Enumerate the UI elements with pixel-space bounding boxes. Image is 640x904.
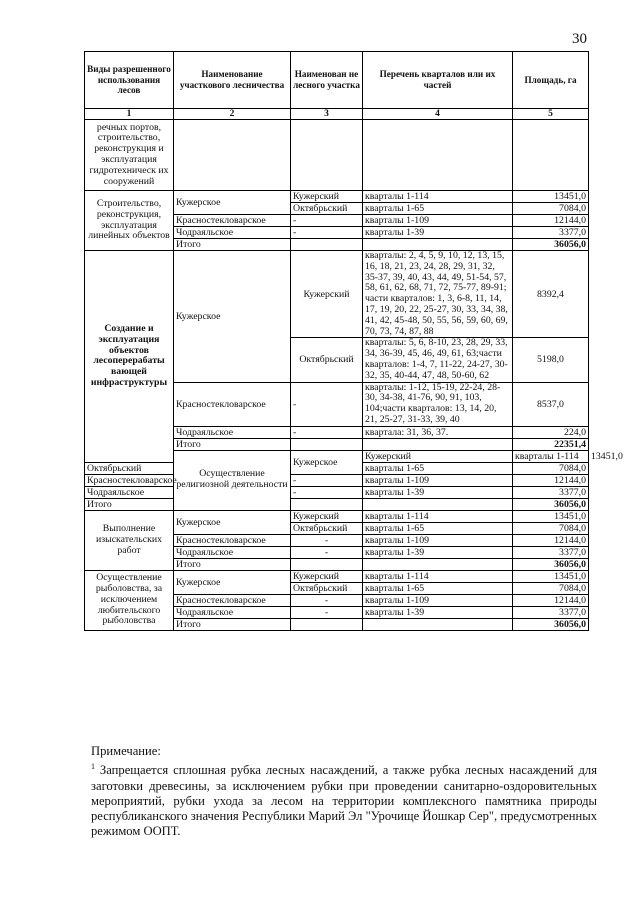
plot-name: - — [291, 382, 363, 426]
header-area: Площадь, га — [513, 52, 589, 109]
note-body: Запрещается сплошная рубка лесных насаждений, а также рубка лесных насаждений для заготовки древесины, за исключением рубки при проведении санитарно-оздоровительных мероприятий, рубки ухода за лесом на территории комплексного памятника природы республиканского значения Республики Марий Эл "Урочище Йошкар Сер", предусмотренных режимом ООПТ. — [91, 763, 597, 839]
header-plot: Наименован не лесного участка — [291, 52, 363, 109]
plot-name: Октябрьский — [291, 338, 363, 382]
quarters: кварталы: 1-12, 15-19, 22-24, 28-30, 34-38, 41-76, 90, 91, 103, 104;части кварталов: 13, 14, 20, 21, 25-27, 31-33, 39, 40 — [363, 382, 513, 426]
total-value: 36056,0 — [513, 558, 589, 570]
plot-name: - — [291, 606, 363, 618]
forestry-name: Чодраяльское — [85, 486, 174, 498]
forestry-name: Красностекловарское — [174, 215, 291, 227]
col-number: 2 — [174, 109, 291, 120]
total-label: Итого — [85, 498, 174, 510]
quarters: кварталы 1-65 — [363, 522, 513, 534]
header-use-types: Виды разрешенного использования лесов — [85, 52, 174, 109]
use-type: Создание и эксплуатация объектов лесоперерабаты вающей инфраструктуры — [85, 251, 174, 463]
area-value: 7084,0 — [513, 522, 589, 534]
footnote-marker: 1 — [91, 762, 95, 772]
quarters: кварталы 1-65 — [363, 462, 513, 474]
plot-name: - — [291, 546, 363, 558]
area-value: 13451,0 — [513, 570, 589, 582]
forestry-name: Красностекловарское — [174, 534, 291, 546]
area-value: 3377,0 — [513, 606, 589, 618]
column-number-row — [85, 109, 589, 120]
table-row — [85, 570, 589, 582]
use-type-continuation: речных портов, строительство, реконструкция и эксплуатация гидротехническ их сооружений — [85, 120, 174, 191]
area-value: 3377,0 — [513, 546, 589, 558]
quarters: кварталы 1-39 — [363, 486, 513, 498]
plot-name: Октябрьский — [291, 522, 363, 534]
table-row — [85, 510, 589, 522]
forestry-name: Чодраяльское — [174, 606, 291, 618]
col-number: 1 — [85, 109, 174, 120]
table-row — [85, 191, 589, 203]
plot-name: Кужерский — [291, 510, 363, 522]
quarters: квартала: 31, 36, 37. — [363, 426, 513, 438]
plot-name: - — [291, 534, 363, 546]
col-number: 4 — [363, 109, 513, 120]
plot-name: - — [291, 227, 363, 239]
quarters: кварталы 1-109 — [363, 474, 513, 486]
area-value: 3377,0 — [513, 486, 589, 498]
area-value: 12144,0 — [513, 594, 589, 606]
plot-name: Октябрьский — [291, 203, 363, 215]
forestry-name: Кужерское — [174, 510, 291, 534]
quarters: кварталы 1-114 — [363, 191, 513, 203]
plot-name: Кужерский — [291, 570, 363, 582]
quarters: кварталы 1-39 — [363, 227, 513, 239]
plot-name: - — [291, 215, 363, 227]
forest-use-table — [84, 51, 623, 631]
forestry-name: Чодраяльское — [174, 546, 291, 558]
area-value: 13451,0 — [513, 510, 589, 522]
plot-name: Октябрьский — [291, 582, 363, 594]
total-value: 22351,4 — [513, 438, 589, 450]
area-value: 5198,0 — [513, 338, 589, 382]
quarters: кварталы 1-39 — [363, 606, 513, 618]
area-value: 12144,0 — [513, 534, 589, 546]
area-value: 7084,0 — [513, 462, 589, 474]
total-value: 36056,0 — [513, 618, 589, 630]
table-row — [85, 120, 589, 191]
quarters: кварталы 1-65 — [363, 582, 513, 594]
area-value: 12144,0 — [513, 474, 589, 486]
area-value: 12144,0 — [513, 215, 589, 227]
plot-name: - — [291, 486, 363, 498]
quarters: кварталы 1-114 — [363, 510, 513, 522]
table-row: Осуществление религиозной деятельности Кужерское Кужерский кварталы 1-114 13451,0 — [85, 450, 589, 462]
table-row — [85, 251, 589, 338]
table-header-row — [85, 52, 589, 109]
area-value: 8392,4 — [513, 251, 589, 338]
quarters: кварталы: 5, 6, 8-10, 23, 28, 29, 33, 34, 36-39, 45, 46, 49, 61, 63;части кварталов: 1-4, 7, 11-22, 24-27, 30-32, 35, 40-44, 47, 48, 50-60, 62 — [363, 338, 513, 382]
plot-name: Октябрьский — [85, 462, 174, 474]
total-value: 36056,0 — [513, 498, 589, 510]
total-row — [85, 498, 589, 510]
area-value: 7084,0 — [513, 582, 589, 594]
total-label: Итого — [174, 239, 291, 251]
total-label: Итого — [174, 438, 291, 450]
forestry-name: Кужерское — [174, 570, 291, 594]
col-number: 5 — [513, 109, 589, 120]
note-title: Примечание: — [91, 744, 161, 758]
table-row — [85, 486, 589, 498]
quarters: кварталы 1-39 — [363, 546, 513, 558]
forestry-name: Красностекловарское — [174, 594, 291, 606]
header-quarters: Перечень кварталов или их частей — [363, 52, 513, 109]
quarters: кварталы: 2, 4, 5, 9, 10, 12, 13, 15, 16, 18, 21, 23, 24, 28, 29, 31, 32, 35-37, 39, 40, 43, 44, 49, 51-54, 57, 58, 61, 62, 68, 71, 72, 75-77, 89-91; части кварталов: 1, 3, 6-8, 11, 14, 17, 19, 20, 22, 25-27, 30, 33, 34, 38, 41, 42, 45-48, 50, 55, 56, 59, 60, 69, 70, 73, 74, 87, 88 — [363, 251, 513, 338]
total-label: Итого — [174, 558, 291, 570]
plot-name: - — [291, 426, 363, 438]
quarters: кварталы 1-114 — [513, 450, 589, 462]
header-forestry: Наименование участкового лесничества — [174, 52, 291, 109]
forestry-name: Красностекловарское — [85, 474, 174, 486]
area-value: 8537,0 — [513, 382, 589, 426]
note-text — [91, 759, 597, 839]
plot-name: - — [291, 594, 363, 606]
forestry-name: Чодраяльское — [174, 426, 291, 438]
plot-name: - — [291, 474, 363, 486]
use-type: Строительство, реконструкция, эксплуатация линейных объектов — [85, 191, 174, 251]
use-type: Выполнение изыскательских работ — [85, 510, 174, 570]
total-label: Итого — [174, 618, 291, 630]
area-value: 224,0 — [513, 426, 589, 438]
area-value: 13451,0 — [513, 191, 589, 203]
forestry-name: Кужерское — [291, 450, 363, 474]
forestry-name: Красностекловарское — [174, 382, 291, 426]
plot-name: Кужерский — [291, 251, 363, 338]
plot-name: Кужерский — [363, 450, 513, 462]
quarters: кварталы 1-65 — [363, 203, 513, 215]
area-value: 7084,0 — [513, 203, 589, 215]
total-value: 36056,0 — [513, 239, 589, 251]
quarters: кварталы 1-109 — [363, 594, 513, 606]
table-row — [85, 474, 589, 486]
plot-name: Кужерский — [291, 191, 363, 203]
use-type: Осуществление рыболовства, за исключением любительского рыболовства — [85, 570, 174, 630]
quarters: кварталы 1-109 — [363, 534, 513, 546]
area-value: 3377,0 — [513, 227, 589, 239]
page-number: 30 — [572, 31, 587, 47]
forestry-name: Кужерское — [174, 251, 291, 383]
col-number: 3 — [291, 109, 363, 120]
notes-section — [91, 744, 597, 839]
use-type: Осуществление религиозной деятельности — [174, 450, 291, 510]
quarters: кварталы 1-109 — [363, 215, 513, 227]
forestry-name: Чодраяльское — [174, 227, 291, 239]
quarters: кварталы 1-114 — [363, 570, 513, 582]
forestry-name: Кужерское — [174, 191, 291, 215]
